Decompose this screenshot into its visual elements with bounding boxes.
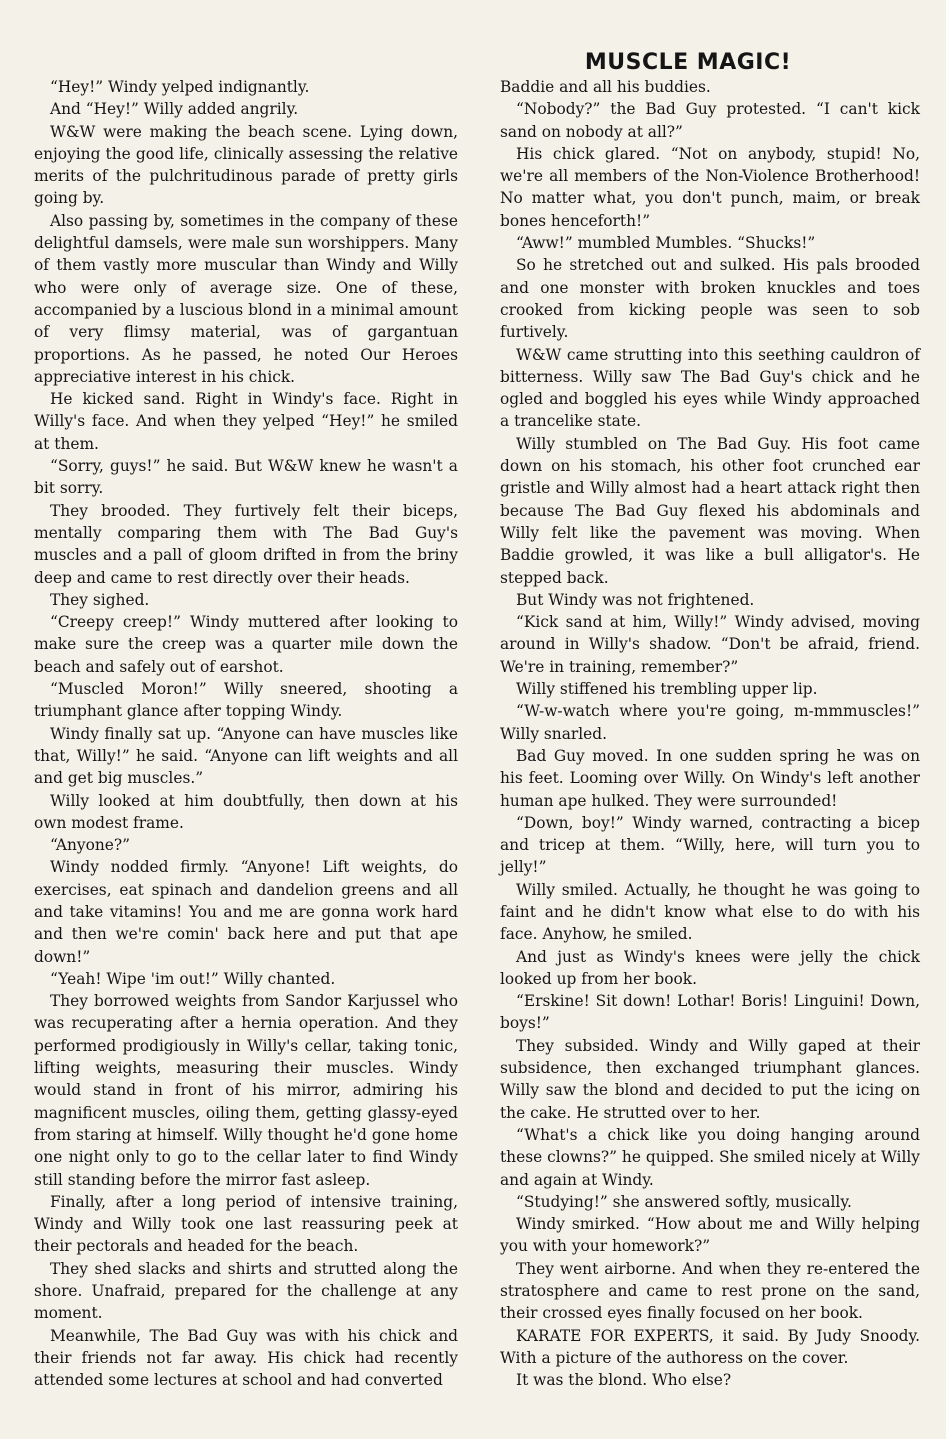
story-paragraph: “Muscled Moron!” Willy sneered, shooting a triumphant glance after topping Windy. — [34, 680, 458, 721]
story-paragraph: Bad Guy moved. In one sudden spring he was on his feet. Looming over Willy. On Windy's left another human ape hulked. They were surrounded! — [500, 746, 920, 810]
story-paragraph: KARATE FOR EXPERTS, it said. By Judy Snoody. With a picture of the authoress on the cover. — [500, 1326, 920, 1367]
story-paragraph: Willy looked at him doubtfully, then down at his own modest frame. — [34, 791, 458, 832]
story-paragraph: They subsided. Windy and Willy gaped at their subsidence, then exchanged triumphant glances. Willy saw the blond and decided to put the icing on the cake. He strutted over to her. — [500, 1036, 920, 1122]
story-paragraph: Meanwhile, The Bad Guy was with his chick and their friends not far away. His chick had recently attended some lectures at school and had converted — [34, 1326, 458, 1390]
story-paragraph: Finally, after a long period of intensive training, Windy and Willy took one last reassuring peek at their pectorals and headed for the beach. — [34, 1192, 458, 1256]
story-paragraph: Windy finally sat up. “Anyone can have muscles like that, Willy!” he said. “Anyone can lift weights and all and get big muscles.” — [34, 724, 458, 788]
story-paragraph: But Windy was not frightened. — [516, 590, 755, 609]
story-paragraph: It was the blond. Who else? — [516, 1371, 732, 1390]
story-paragraph: And “Hey!” Willy added angrily. — [50, 100, 299, 119]
story-title: MUSCLE MAGIC! — [584, 50, 792, 75]
story-paragraph: “What's a chick like you doing hanging around these clowns?” he quipped. She smiled nicely at Willy and again at Windy. — [500, 1125, 920, 1189]
story-paragraph: “Creepy creep!” Windy muttered after looking to make sure the creep was a quarter mile down the beach and safely out of earshot. — [34, 613, 458, 676]
story-paragraph: So he stretched out and sulked. His pals brooded and one monster with broken knuckles and toes crooked from kicking people was seen to sob furtively. — [500, 256, 920, 342]
story-paragraph: Windy nodded firmly. “Anyone! Lift weights, do exercises, eat spinach and dandelion greens and all and take vitamins! You and me are gonna work hard and then we're comin' back here and put that ape down!” — [34, 858, 458, 966]
story-paragraph: “Down, boy!” Windy warned, contracting a bicep and tricep at them. “Willy, here, will turn you to jelly!” — [500, 813, 920, 877]
story-paragraph: Windy smirked. “How about me and Willy helping you with your homework?” — [500, 1215, 920, 1256]
story-paragraph: And just as Windy's knees were jelly the chick looked up from her book. — [500, 947, 920, 988]
story-paragraph: Willy stiffened his trembling upper lip. — [516, 680, 818, 699]
story-paragraph: They shed slacks and shirts and strutted along the shore. Unafraid, prepared for the challenge at any moment. — [34, 1259, 458, 1323]
story-paragraph: “Anyone?” — [50, 836, 131, 855]
story-paragraph: “Aww!” mumbled Mumbles. “Shucks!” — [516, 234, 816, 253]
story-paragraph: “Sorry, guys!” he said. But W&W knew he wasn't a bit sorry. — [34, 457, 458, 498]
story-paragraph: Willy stumbled on The Bad Guy. His foot came down on his stomach, his other foot crunched ear gristle and Willy almost had a heart attack right then because The Bad Guy flexed his abdominals and Willy felt like the pavement was moving. When Baddie growled, it was like a bull alligator's. He stepped back. — [500, 434, 920, 587]
story-paragraph: They sighed. — [50, 590, 150, 609]
story-paragraph: “Studying!” she answered softly, musically. — [516, 1192, 852, 1211]
story-paragraph: “Kick sand at him, Willy!” Windy advised, moving around in Willy's shadow. “Don't be afraid, friend. We're in training, remember?” — [500, 613, 920, 676]
story-paragraph: Willy smiled. Actually, he thought he was going to faint and he didn't know what else to do with his face. Anyhow, he smiled. — [500, 880, 920, 944]
story-paragraph: “Hey!” Windy yelped indignantly. — [50, 78, 310, 96]
story-paragraph: “W-w-watch where you're going, m-mmmuscles!” Willy snarled. — [500, 702, 920, 743]
story-paragraph: He kicked sand. Right in Windy's face. Right in Willy's face. And when they yelped “Hey!” he smiled at them. — [34, 390, 458, 453]
left-column — [34, 76, 458, 1392]
story-paragraph: His chick glared. “Not on anybody, stupid! No, we're all members of the Non-Violence Brotherhood! No matter what, you don't punch, maim, or break bones henceforth!” — [500, 144, 920, 230]
story-paragraph: W&W came strutting into this seething cauldron of bitterness. Willy saw The Bad Guy's chick and he ogled and boggled his eyes while Windy approached a trancelike state. — [500, 345, 920, 431]
story-paragraph: “Nobody?” the Bad Guy protested. “I can't kick sand on nobody at all?” — [500, 100, 920, 141]
story-paragraph: W&W were making the beach scene. Lying down, enjoying the good life, clinically assessing the relative merits of the pulchritudinous parade of pretty girls going by. — [34, 122, 458, 208]
story-paragraph: Also passing by, sometimes in the company of these delightful damsels, were male sun worshippers. Many of them vastly more muscular than Windy and Willy who were only of average size. One of these, accompanied by a luscious blond in a minimal amount of very flimsy material, was of gargantuan proportions. As he passed, he noted Our Heroes appreciative interest in his chick. — [34, 211, 458, 386]
story-title-wrap — [0, 50, 946, 75]
story-paragraph: Baddie and all his buddies. — [500, 78, 711, 96]
story-paragraph: “Erskine! Sit down! Lothar! Boris! Linguini! Down, boys!” — [500, 992, 920, 1033]
story-paragraph: They went airborne. And when they re-entered the stratosphere and came to rest prone on the sand, their crossed eyes finally focused on her book. — [500, 1259, 920, 1323]
story-paragraph: They brooded. They furtively felt their biceps, mentally comparing them with The Bad Guy's muscles and a pall of gloom drifted in from the briny deep and came to rest directly over their heads. — [34, 501, 458, 587]
right-column — [500, 76, 920, 1392]
story-paragraph: They borrowed weights from Sandor Karjussel who was recuperating after a hernia operation. And they performed prodigiously in Willy's cellar, taking tonic, lifting weights, measuring their muscles. Windy would stand in front of his mirror, admiring his magnificent muscles, oiling them, getting glassy-eyed from staring at himself. Willy thought he'd gone home one night only to go to the cellar later to find Windy still standing before the mirror fast asleep. — [34, 992, 458, 1189]
story-paragraph: “Yeah! Wipe 'im out!” Willy chanted. — [50, 969, 336, 988]
